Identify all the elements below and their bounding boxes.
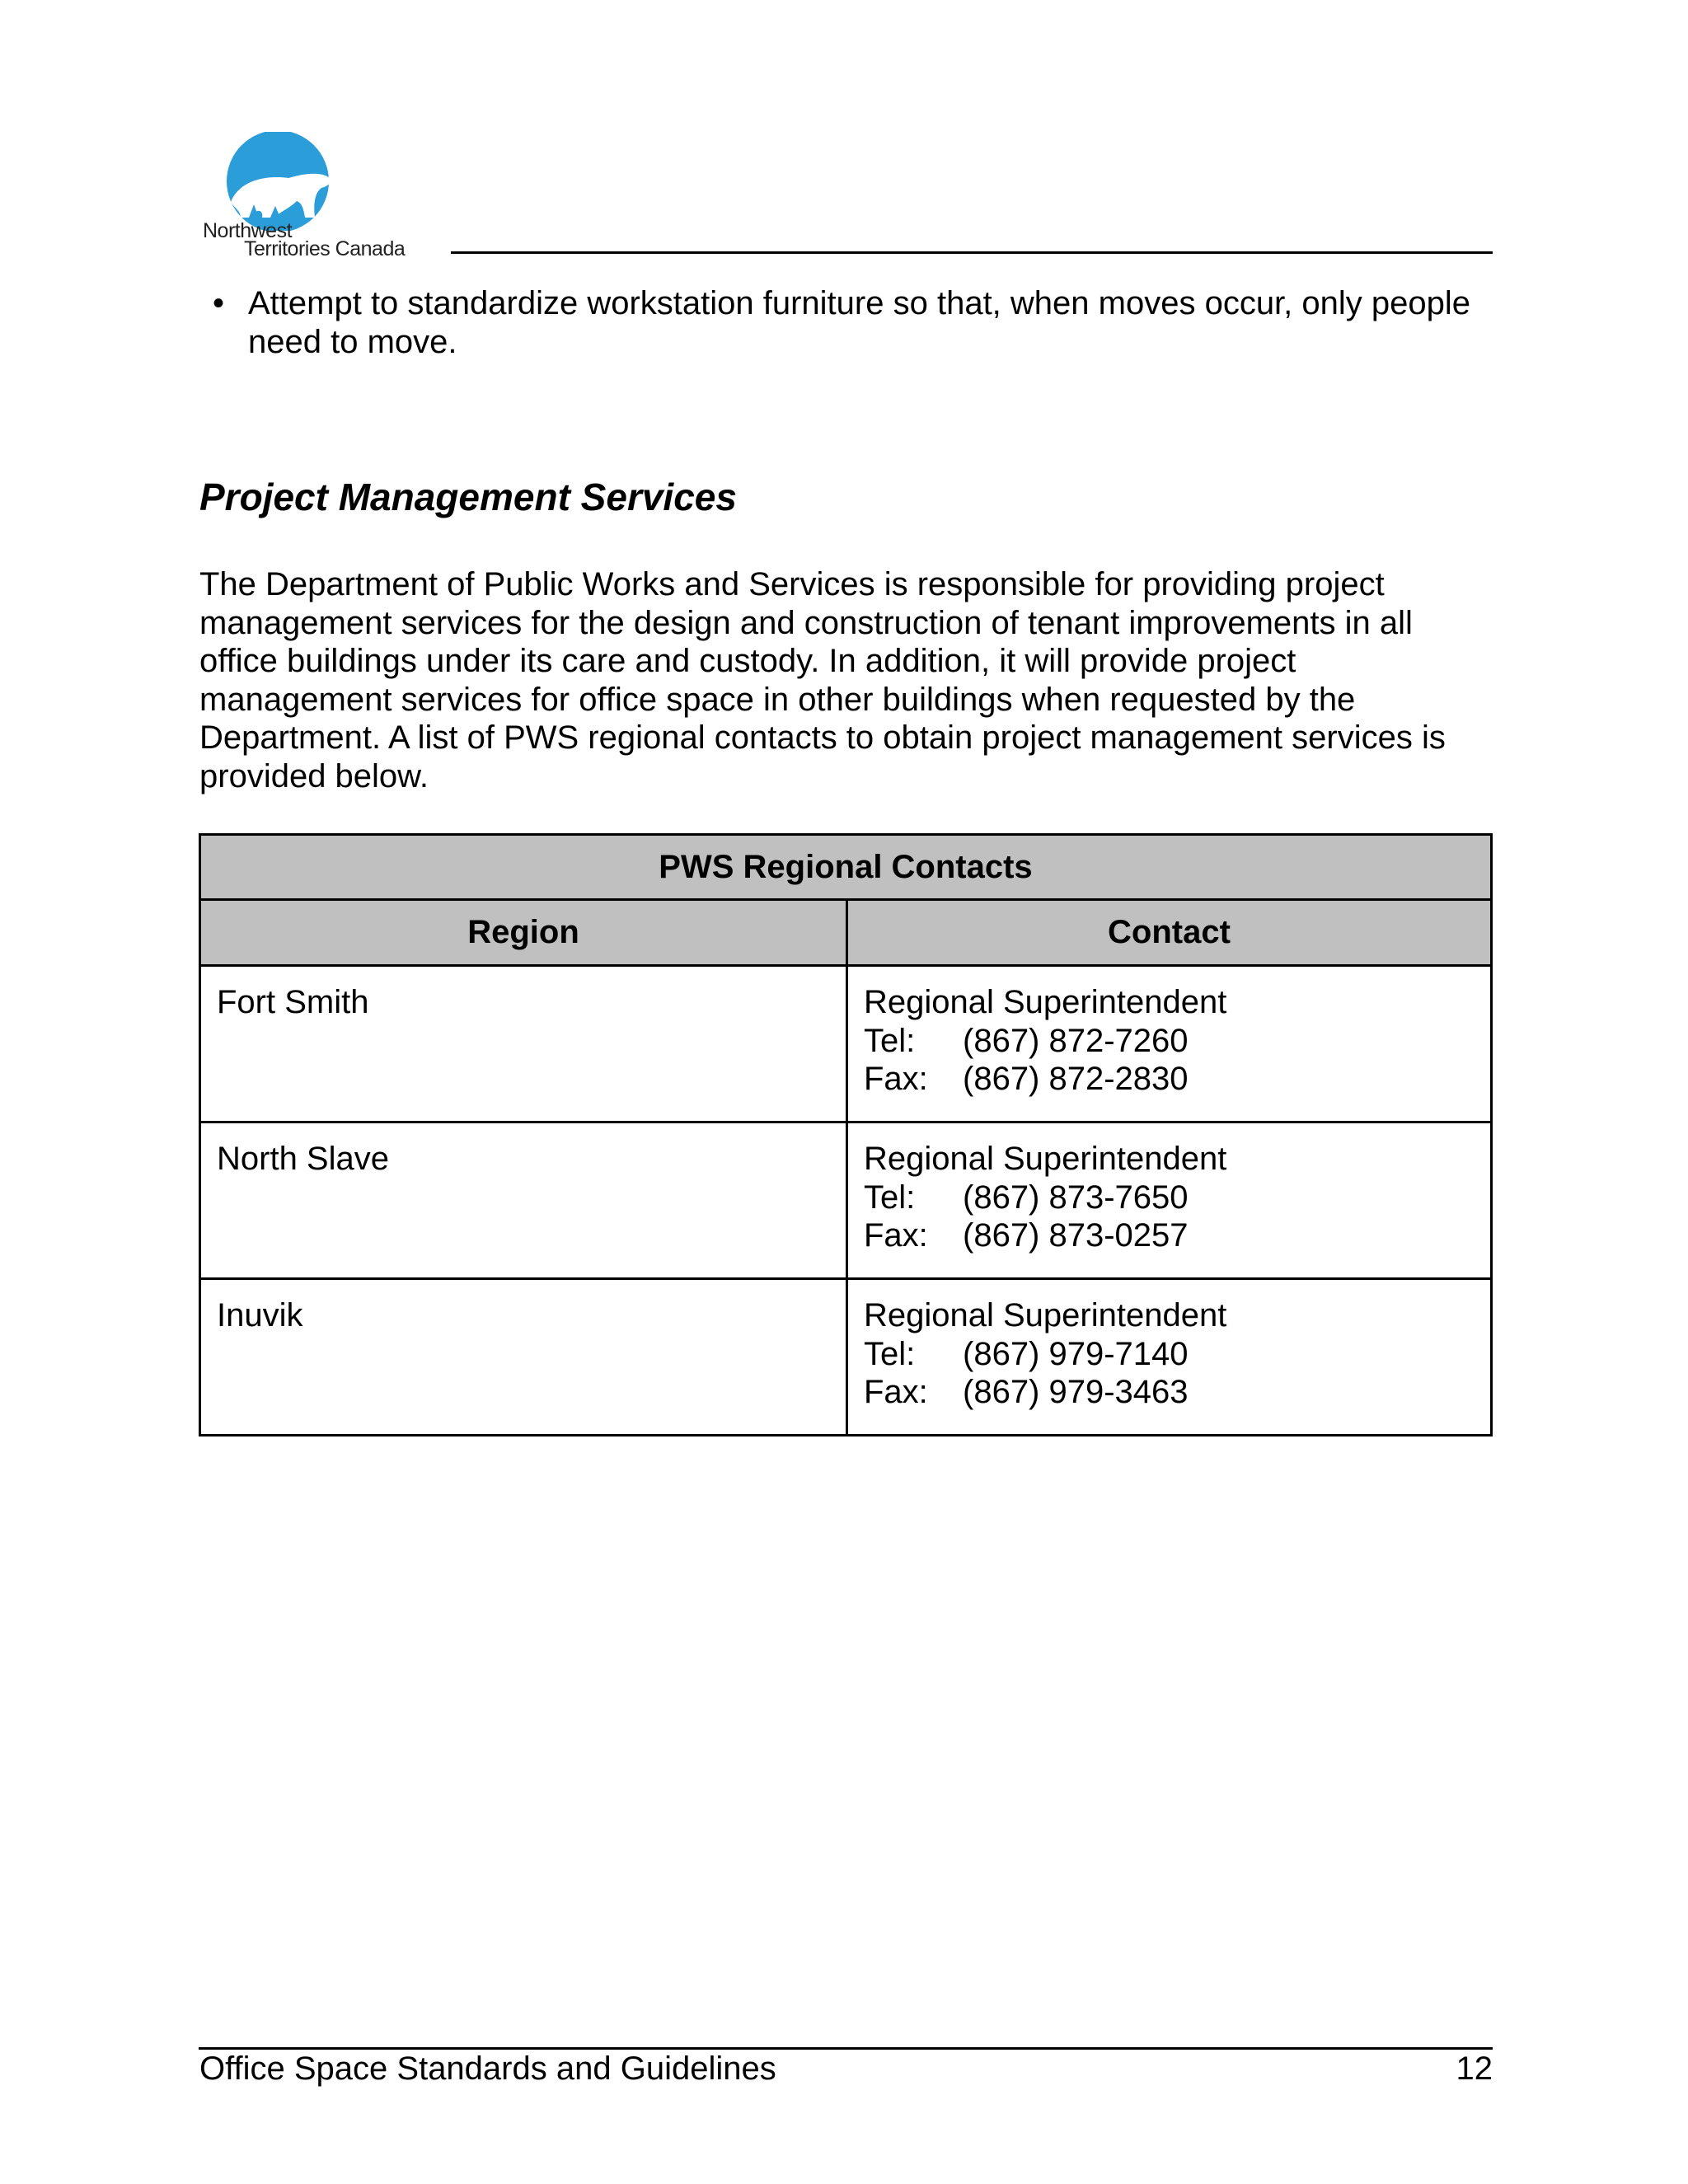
tel-label: Tel: <box>864 1022 916 1059</box>
paragraph-line: provided below. <box>199 757 429 794</box>
tel-label: Tel: <box>864 1335 916 1372</box>
tel-number: (867) 873-7650 <box>963 1179 1189 1216</box>
paragraph-line: office buildings under its care and custody. In addition, it will provide project <box>199 643 1296 679</box>
contact-cell <box>847 966 1492 1122</box>
paragraph-line: management services for the design and construction of tenant improvements in all <box>199 604 1413 641</box>
logo-text-line1: Northwest <box>203 219 293 242</box>
contact-title: Regional Superintendent <box>864 984 1227 1020</box>
region-cell: North Slave <box>200 1122 847 1279</box>
bullet-line: need to move. <box>248 323 457 360</box>
footer-title: Office Space Standards and Guidelines <box>199 2050 776 2087</box>
paragraph-line: Department. A list of PWS regional contacts to obtain project management services is <box>199 719 1446 756</box>
paragraph-line: management services for office space in other buildings when requested by the <box>199 681 1356 718</box>
contact-title: Regional Superintendent <box>864 1141 1227 1177</box>
logo-text-line2: Territories Canada <box>244 237 406 260</box>
region-cell: Fort Smith <box>200 966 847 1122</box>
bullet-item <box>248 284 1470 361</box>
fax-label: Fax: <box>864 1217 928 1254</box>
column-header-region: Region <box>200 900 847 966</box>
polar-bear-logo-icon <box>198 132 445 231</box>
fax-label: Fax: <box>864 1061 928 1097</box>
paragraph-line: The Department of Public Works and Services is responsible for providing project <box>199 566 1385 602</box>
section-heading: Project Management Services <box>199 476 737 518</box>
regional-contacts-table <box>199 833 1493 1436</box>
table-row <box>200 966 1492 1122</box>
table-row <box>200 1122 1492 1279</box>
fax-label: Fax: <box>864 1374 928 1410</box>
table-row <box>200 1279 1492 1436</box>
section-paragraph <box>199 565 1446 795</box>
header-rule <box>451 251 1493 254</box>
table-title: PWS Regional Contacts <box>200 835 1492 900</box>
tel-label: Tel: <box>864 1179 916 1216</box>
bullet-line: Attempt to standardize workstation furniture so that, when moves occur, only people <box>248 285 1471 321</box>
fax-number: (867) 872-2830 <box>963 1061 1189 1097</box>
tel-number: (867) 979-7140 <box>963 1335 1189 1372</box>
column-header-contact: Contact <box>847 900 1492 966</box>
contact-cell <box>847 1122 1492 1279</box>
footer-rule <box>199 2047 1493 2050</box>
page-number: 12 <box>1456 2050 1493 2087</box>
contact-title: Regional Superintendent <box>864 1297 1227 1333</box>
fax-number: (867) 873-0257 <box>963 1217 1189 1254</box>
tel-number: (867) 872-7260 <box>963 1022 1189 1059</box>
contact-cell <box>847 1279 1492 1436</box>
nwt-logo <box>198 132 445 264</box>
region-cell: Inuvik <box>200 1279 847 1436</box>
fax-number: (867) 979-3463 <box>963 1374 1189 1410</box>
bullet-icon: • <box>213 285 225 321</box>
